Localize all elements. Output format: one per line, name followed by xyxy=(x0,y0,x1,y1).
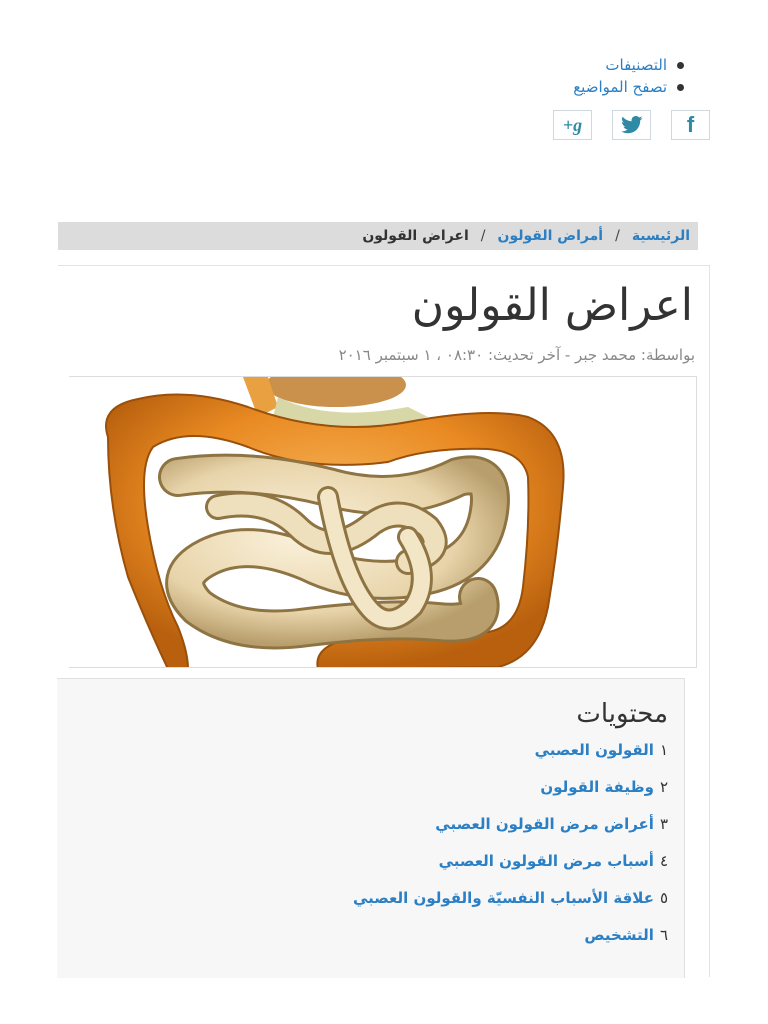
googleplus-icon: g+ xyxy=(562,114,583,135)
toc-item-number: ٥ xyxy=(659,889,668,907)
breadcrumb-current: اعراض القولون xyxy=(362,228,469,244)
toc-item-number: ٦ xyxy=(659,926,668,944)
toc-item-link[interactable]: علاقة الأسباب النفسيّة والقولون العصبي xyxy=(352,889,654,907)
breadcrumb-home-link[interactable]: الرئيسية xyxy=(631,228,690,244)
toc-heading: محتويات xyxy=(576,699,668,729)
toc-item-number: ١ xyxy=(659,741,668,759)
article-hero-image xyxy=(69,376,697,668)
toc-item-link[interactable]: وظيفة القولون xyxy=(540,778,654,796)
toc-item xyxy=(57,926,668,963)
facebook-icon: f xyxy=(686,112,695,137)
bullet-icon xyxy=(677,84,684,91)
toc-item xyxy=(57,815,668,852)
breadcrumb-separator: / xyxy=(480,228,486,244)
top-nav-list xyxy=(573,54,684,98)
toc-item-link[interactable]: القولون العصبي xyxy=(534,741,654,759)
toc-item-link[interactable]: أعراض مرض القولون العصبي xyxy=(435,815,654,833)
browse-topics-link[interactable]: تصفح المواضيع xyxy=(573,78,667,96)
toc-item-link[interactable]: التشخيص xyxy=(584,926,654,944)
top-nav-item-categories xyxy=(573,54,684,76)
top-nav-item-browse xyxy=(573,76,684,98)
page-title: اعراض القولون xyxy=(411,280,693,331)
breadcrumb-category-link[interactable]: أمراض القولون xyxy=(497,228,604,244)
toc-item xyxy=(57,741,668,778)
breadcrumb xyxy=(58,222,698,250)
toc-list xyxy=(57,741,668,963)
toc-item-number: ٢ xyxy=(659,778,668,796)
toc-item-number: ٣ xyxy=(659,815,668,833)
toc-item xyxy=(57,778,668,815)
article xyxy=(58,265,710,977)
intestines-illustration xyxy=(69,377,696,668)
facebook-share-button[interactable] xyxy=(671,110,710,140)
table-of-contents xyxy=(57,678,685,978)
toc-item xyxy=(57,852,668,889)
categories-link[interactable]: التصنيفات xyxy=(605,56,667,74)
googleplus-share-button[interactable] xyxy=(553,110,592,140)
bullet-icon xyxy=(677,62,684,69)
article-meta: بواسطة: محمد جبر - آخر تحديث: ٠٨:٣٠ ، ١ سبتمبر ٢٠١٦ xyxy=(338,346,695,364)
breadcrumb-separator: / xyxy=(615,228,620,244)
toc-item xyxy=(57,889,668,926)
social-share-bar xyxy=(553,110,710,140)
twitter-share-button[interactable] xyxy=(612,110,651,140)
toc-item-link[interactable]: أسباب مرض القولون العصبي xyxy=(438,852,654,870)
twitter-icon xyxy=(621,116,643,134)
toc-item-number: ٤ xyxy=(659,852,668,870)
